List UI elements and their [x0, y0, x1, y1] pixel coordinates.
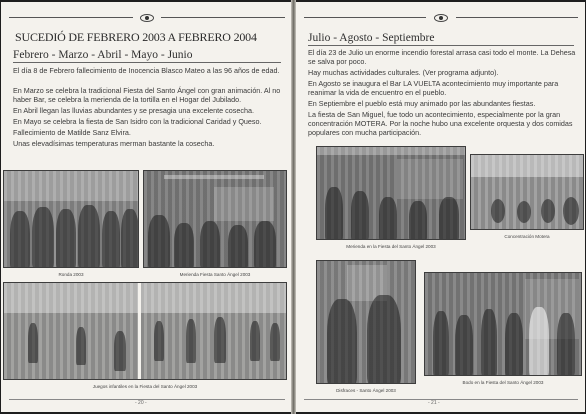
paragraph: En Abril llegan las lluvias abundantes y se presagia una excelente cosecha.	[13, 106, 254, 115]
photo-caption: Ronda 2003	[58, 272, 84, 277]
photo-merienda	[143, 170, 287, 268]
photo-caption: Concentración Motera	[504, 234, 550, 239]
paragraph: Fallecimiento de Matilde Sanz Elvira.	[13, 128, 131, 137]
photo-caption: Merienda en la Fiesta del Santo Ángel 2003	[346, 244, 436, 249]
photo-concentracion-motera	[470, 154, 584, 230]
right-page	[296, 2, 585, 412]
photo-caption: Juegos infantiles en la Fiesta del Santo Ángel 2003	[92, 384, 198, 389]
photo-juegos-infantiles	[3, 282, 287, 380]
subtitle-underline	[13, 62, 281, 63]
photo-caption: Merienda Fiesta Santo Ángel 2003	[179, 272, 251, 277]
section-subtitle: Febrero - Marzo - Abril - Mayo - Junio	[13, 49, 193, 61]
paragraph: En Septiembre el pueblo está muy animado por las abundantes fiestas.	[308, 99, 536, 108]
footer-rule	[9, 399, 285, 400]
left-page	[1, 2, 292, 412]
photo-caption: Disfraces - Santo Ángel 2003	[336, 388, 396, 393]
paragraph: En Marzo se celebra la tradicional Fiesta del Santo Ángel con gran animación. Al no haber Bar, se celebra la merienda de la tortilla en el Hogar del Jubilado.	[13, 86, 281, 104]
paragraph: En Agosto se inaugura el Bar LA VUELTA acontecimiento muy importante para reanimar la vida de encuentro en el pueblo.	[308, 79, 559, 97]
photo-ronda	[3, 170, 139, 268]
paragraph: Hay muchas actividades culturales. (Ver programa adjunto).	[308, 68, 499, 77]
paragraph: El día 23 de Julio un enorme incendio forestal arrasa casi todo el monte. La Dehesa se salva por poco.	[308, 48, 576, 66]
paragraph: El día 8 de Febrero fallecimiento de Inocencia Blasco Mateo a las 96 años de edad.	[13, 66, 280, 75]
photo-bodo	[424, 272, 582, 376]
photo-disfraces	[316, 260, 416, 384]
header-ornament	[9, 14, 285, 22]
header-ornament	[304, 14, 578, 22]
page-title: SUCEDIÓ DE FEBRERO 2003 A FEBRERO 2004	[15, 30, 257, 44]
subtitle-underline	[308, 45, 574, 46]
footer-rule	[304, 399, 578, 400]
page-number: - 21 -	[428, 400, 440, 406]
page-number: - 20 -	[135, 400, 147, 406]
photo-merienda-fiesta	[316, 146, 466, 240]
photo-caption: Bodo en la Fiesta del Santo Ángel 2003	[462, 380, 544, 385]
section-subtitle: Julio - Agosto - Septiembre	[308, 32, 435, 44]
paragraph: Unas elevadísimas temperaturas merman bastante la cosecha.	[13, 139, 215, 148]
paragraph: La fiesta de San Miguel, fue todo un acontecimiento, especialmente por la gran concentración MOTERA. Por la noche hubo una excelente orquesta y dos comidas populares con mucha participación.	[308, 110, 573, 137]
paragraph: En Mayo se celebra la fiesta de San Isidro con la tradicional Caridad y Queso.	[13, 117, 262, 126]
